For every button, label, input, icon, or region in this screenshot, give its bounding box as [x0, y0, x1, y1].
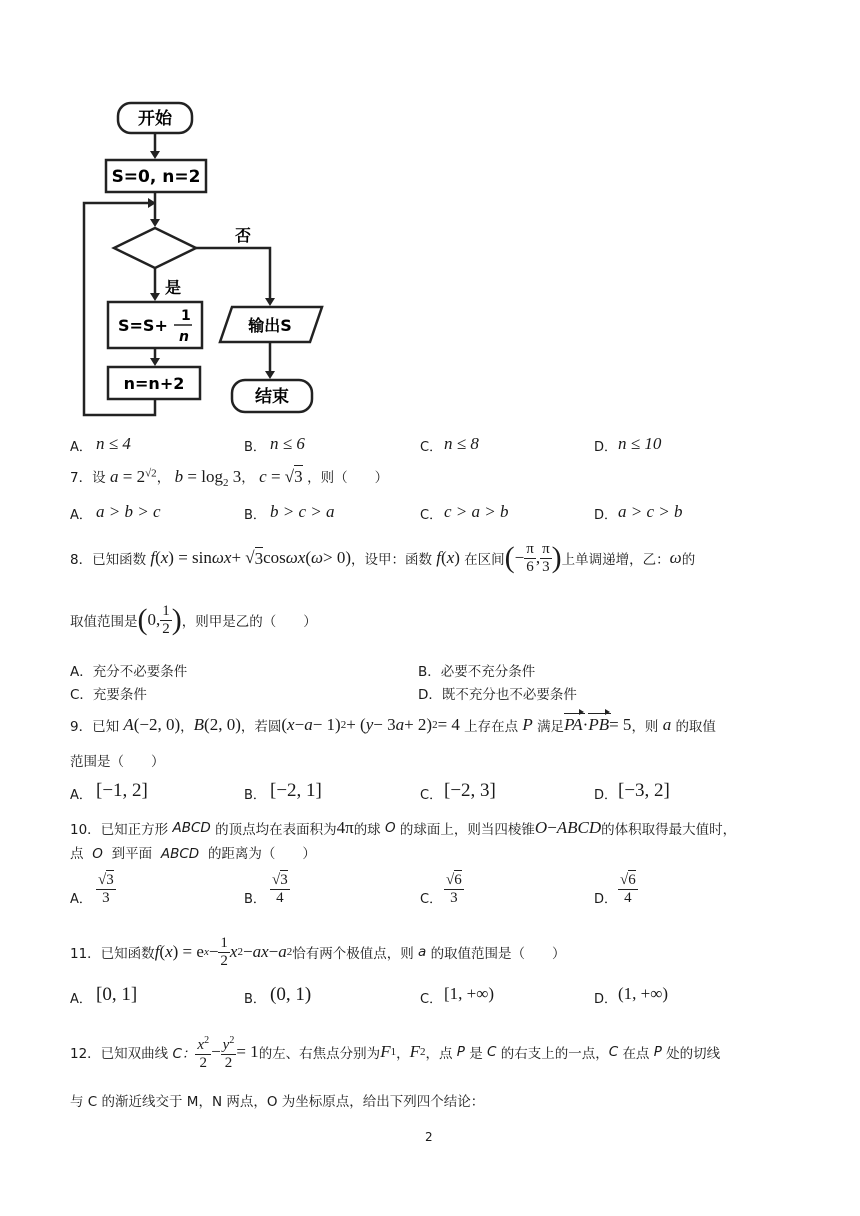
q9-stem-line1: 9．已知 A (−2, 0) ， B (2, 0) ，若圆 ( x − a − 1) 2 + ( y − 3 a + 2) 2 = 4 上存在点 P 满足 PA · PB = 5 ，则 a 的取值	[70, 715, 716, 735]
q12-text-1: 12．已知双曲线	[70, 1046, 169, 1062]
q11-text-1: 11．已知函数	[70, 946, 155, 962]
flow-start-label: 开始	[138, 109, 172, 129]
q7-option-b: b > c > a	[270, 502, 335, 521]
q6-option-d: n ≤ 10	[618, 434, 662, 453]
q8-stem-text-7: ，则甲是乙的（ ）	[181, 614, 317, 630]
q8-stem-text-6: 取值范围是	[70, 614, 138, 630]
q6-option-a: n ≤ 4	[96, 434, 131, 453]
q6-option-c: n ≤ 8	[444, 434, 479, 453]
q10-options: A． $\frac{√3}{3}$ B． $\frac{√3}{4}$ C． $\frac{√6}{3}$ D． $\frac{√6}{4}$	[70, 872, 636, 907]
q9-options: A． [−1, 2] B． [−2, 1] C． [−2, 3] D． [−3, 2]	[70, 780, 670, 803]
q6-option-a-letter: A．	[70, 440, 92, 455]
flow-frac-den: n	[179, 329, 189, 345]
q7-option-d: a > c > b	[618, 502, 683, 521]
q9-stem-text-5: ，则	[631, 719, 659, 735]
q11-stem: 11．已知函数 f ( x ) = e x − $\frac{1}{2}$ x 2 − ax − a 2 恰有两个极值点，则 a 的取值范围是（ ）	[70, 934, 566, 969]
q11-option-a: [0, 1]	[96, 984, 138, 1005]
q8-stem-text-5: 的	[681, 552, 696, 568]
q8-stem-text-4: 上单调递增，乙：	[561, 552, 670, 568]
q9-option-c: [−2, 3]	[444, 780, 496, 801]
q8-option-a: A．充分不必要条件	[70, 664, 188, 680]
q7-stem-text-2: ，则（ ）	[307, 470, 389, 486]
q9-stem-text-6: 的取值	[675, 719, 716, 735]
q10-text-2: 的顶点均在表面积为	[215, 822, 337, 838]
q8-stem-line2: 取值范围是 ( 0, $\frac{1}{2}$ ) ，则甲是乙的（ ）	[70, 602, 317, 637]
q11-options: A． [0, 1] B． (0, 1) C． [1, +∞) D． (1, +∞)	[70, 984, 669, 1007]
q12-text-3: ，点	[425, 1046, 453, 1062]
q9-stem-text-4: 满足	[537, 719, 565, 735]
q12-text-6: 在点	[622, 1046, 650, 1062]
q9-option-b: [−2, 1]	[270, 780, 322, 801]
q11-text-3: 的取值范围是（ ）	[430, 946, 566, 962]
flow-update-s-label: S=S+	[118, 316, 168, 335]
q8-stem-text-2: ，设甲：函数	[351, 552, 433, 568]
q12-text-4: 是	[469, 1046, 483, 1062]
q9-stem-text-2: ，若圆	[240, 719, 282, 735]
q12-text-5: 的右支上的一点，	[500, 1046, 609, 1062]
q8-option-c: C．充要条件	[70, 687, 147, 703]
q10-text-6: 点	[70, 846, 84, 862]
q6-option-c-letter: C．	[420, 440, 443, 455]
flow-yes-label: 是	[165, 278, 182, 297]
q8-stem-text-3: 在区间	[464, 552, 505, 568]
q8-option-d: D．既不充分也不必要条件	[418, 687, 577, 703]
q12-text-7: 处的切线	[666, 1046, 721, 1062]
q12-stem-line1: 12．已知双曲线 C： $\frac{x^2}{2}$ − $\frac{y^2}{2}$ = 1 的左、右焦点分别为 F 1 ， F 2 ，点 P 是 C 的右支上的一点， C 在点 P 处的切线	[70, 1030, 720, 1074]
q10-text-7: 到平面	[111, 846, 153, 862]
q10-text-8: 的距离为（ ）	[207, 846, 316, 862]
q7-option-a: a > b > c	[96, 502, 161, 521]
q11-option-c: [1, +∞)	[444, 984, 495, 1003]
q9-stem-line2: 范围是（ ）	[70, 754, 165, 770]
flowchart	[70, 95, 350, 425]
q7-options: A． a > b > c B． b > c > a C． c > a > b D． a > c > b	[70, 502, 683, 523]
q11-text-2: 恰有两个极值点，则	[292, 946, 414, 962]
q6-option-b-letter: B．	[244, 440, 266, 455]
q9-stem-text-1: 9．已知	[70, 719, 120, 735]
q7-stem: 7．设 $a = 2^{√2}$， $b = \log_2 3$， c = √3 ，则（ ）	[70, 467, 389, 489]
q10-text-5: 的体积取得最大值时，	[601, 822, 737, 838]
q12-stem-line2: 与 C 的渐近线交于 M，N 两点，O 为坐标原点，给出下列四个结论：	[70, 1094, 485, 1110]
q8-option-b: B．必要不充分条件	[418, 664, 536, 680]
q11-option-b: (0, 1)	[270, 984, 312, 1005]
q9-stem-text-3: 上存在点	[464, 719, 519, 735]
q8-stem-text-1: 8．已知函数	[70, 552, 147, 568]
q7-stem-text-1: 7．设	[70, 470, 106, 486]
page-number: 2	[425, 1130, 433, 1144]
q10-text-1: 10．已知正方形	[70, 822, 169, 838]
flow-output-label: 输出S	[248, 316, 292, 335]
flow-init-label: S=0, n=2	[111, 167, 201, 187]
flow-end-label: 结束	[255, 387, 289, 407]
q11-option-d: (1, +∞)	[618, 984, 669, 1003]
q7-option-c: c > a > b	[444, 502, 509, 521]
flow-frac-num: 1	[181, 308, 191, 324]
q9-option-d: [−3, 2]	[618, 780, 670, 801]
q6-option-b: n ≤ 6	[270, 434, 305, 453]
flow-no-label: 否	[235, 226, 252, 245]
q6-options	[70, 434, 790, 456]
flow-update-n-label: n=n+2	[123, 374, 185, 393]
q10-stem-line1: 10．已知正方形 ABCD 的顶点均在表面积为 4π 的球 O 的球面上，则当四棱锥 O − ABCD 的体积取得最大值时，	[70, 818, 737, 838]
q6-option-d-letter: D．	[594, 440, 618, 455]
q12-text-2: 的左、右焦点分别为	[258, 1046, 381, 1062]
q9-option-a: [−1, 2]	[96, 780, 148, 801]
q10-text-3: 的球	[353, 822, 381, 838]
q10-text-4: 的球面上，则当四棱锥	[399, 822, 535, 838]
q10-stem-line2: 点 O 到平面 ABCD 的距离为（ ）	[70, 846, 316, 862]
q8-stem-line1: 8．已知函数 f ( x ) = sin ωx + √ 3 cos ωx ( ω > 0) ，设甲：函数 f ( x ) 在区间 ( − $\frac{\pi}{6}$ , $\frac{\pi}{3}$ ) 上单调递增，乙： ω 的	[70, 540, 696, 575]
